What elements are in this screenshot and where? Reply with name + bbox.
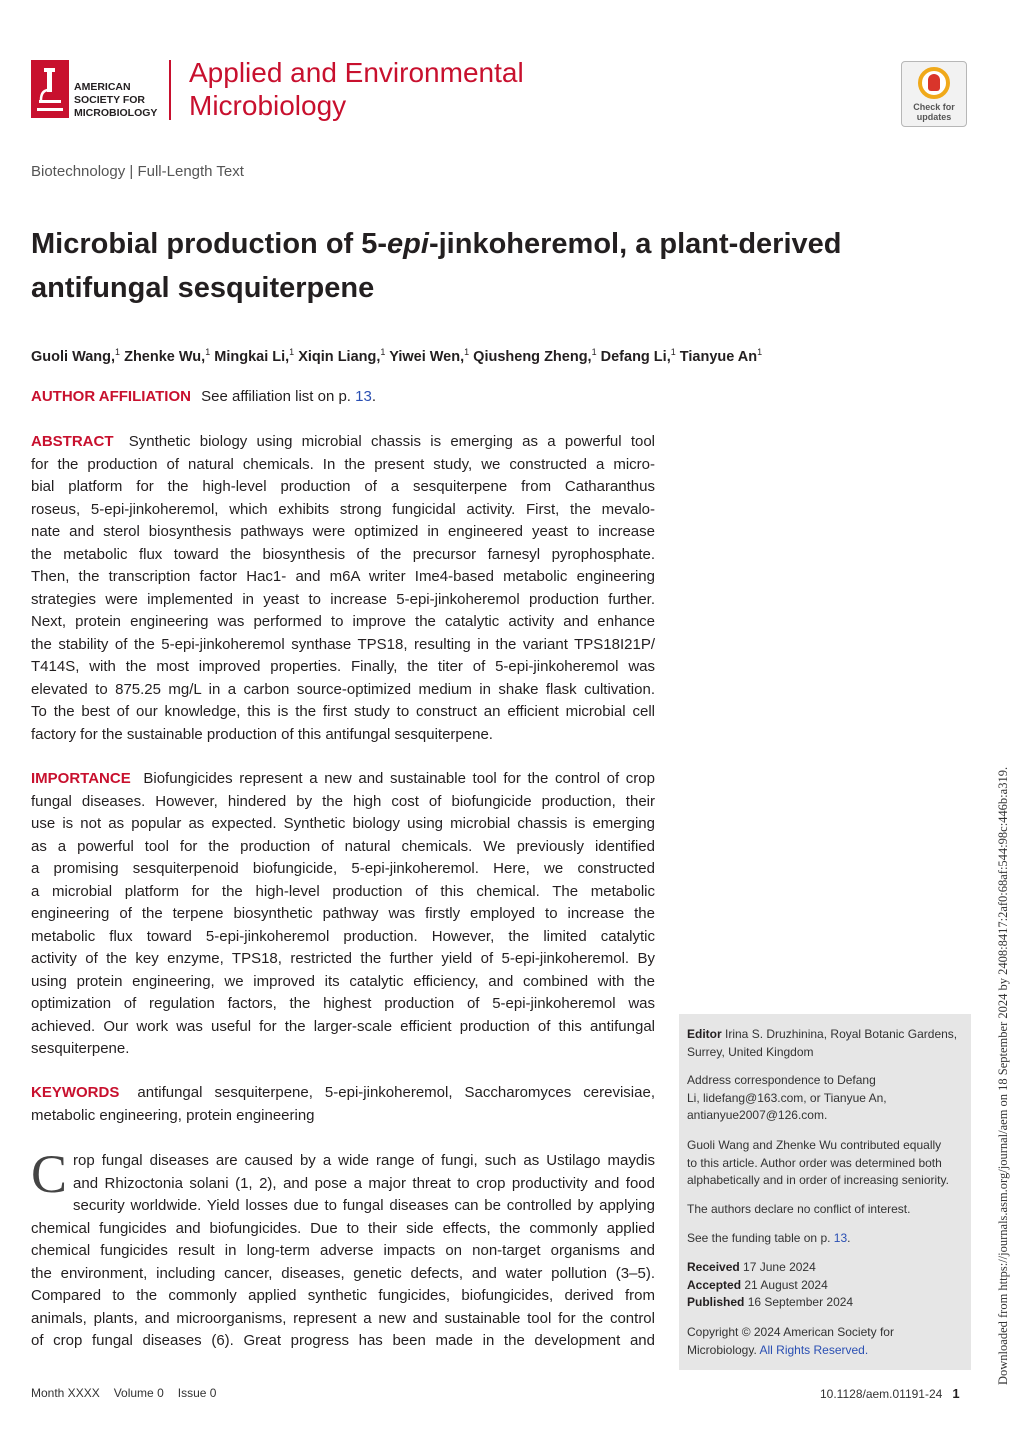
article-dates: Received 17 June 2024 Accepted 21 August 2024 Published 16 September 2024 <box>687 1260 854 1309</box>
copyright-note: Copyright © 2024 American Society for Microbiology. All Rights Reserved. <box>687 1325 894 1357</box>
editor-info: Editor Irina S. Druzhinina, Royal Botanic Gardens, Surrey, United Kingdom <box>687 1027 958 1059</box>
keywords: KEYWORDS antifungal sesquiterpene, 5-epi-jinkoheremol, Saccharomyces cerevisiae, metabolic engineering, protein engineering <box>31 1084 655 1124</box>
asm-logo <box>31 60 69 118</box>
bookmark-icon <box>918 67 950 99</box>
author[interactable]: Guoli Wang,$^1$ <box>31 347 121 365</box>
journal-title: Applied and Environmental Microbiology <box>189 57 524 121</box>
header-divider <box>169 60 171 120</box>
importance: IMPORTANCE Biofungicides represent a new and sustainable tool for the control of crop fungal diseases. However, hindered by the high cost of biofungicide production, their use is not as popular as expected. Synthetic biology using microbial chassis is emerging as a powerful tool for the production of natural chemicals. We previously identified a promising sesquiterpenoid biofungicide, 5-epi-jinkoheremol. Here, we constructed a microbial platform for the high-level production of this chemical. The metabolic engineering of the terpene biosynthetic pathway was firstly employed to increase the metabolic flux toward 5-epi-jinkoheremol production. However, the limited catalytic activity of the key enzyme, TPS18, restricted the further yield of 5-epi-jinkoheremol. By using protein engineering, we improved its catalytic efficiency, and combined with the optimization of regulation factors, the highest production of 5-epi-jinkoheremol was achieved. Our work was useful for the larger-scale efficient production of this antifungal sesquiterpene. <box>31 770 655 1057</box>
microscope-icon <box>31 60 69 118</box>
author[interactable]: Zhenke Wu,$^1$ <box>124 347 211 365</box>
issue-info: Month XXXX Volume 0 Issue 0 <box>31 1386 217 1400</box>
title-line: Microbial production of 5-epi-jinkoheremol, a plant-derived <box>31 228 842 260</box>
page-number: 1 <box>952 1386 960 1401</box>
article-section: Biotechnology | Full-Length Text <box>31 163 244 180</box>
check-for-updates-button[interactable]: Check for updates <box>901 61 967 127</box>
abstract: ABSTRACT Synthetic biology using microbial chassis is emerging as a powerful tool for the production of natural chemicals. In the present study, we constructed a micro- bial platform for the high-level production of a sesquiterpene from Catharanthus roseus, 5-epi-jinkoheremol, which exhibits strong fungicidal activity. First, the mevalo- nate and sterol biosynthesis pathways were optimized in engineered yeast to increase the metabolic flux toward the biosynthesis of the precursor farnesyl pyrophosphate. Then, the transcription factor Hac1- and m6A writer Ime4-based metabolic engineering strategies were implemented in yeast to increase 5-epi-jinkoheremol production further. Next, protein engineering was performed to improve the catalytic activity and enhance the stability of the 5-epi-jinkoheremol synthase TPS18, resulting in the variant TPS18I21P/ T414S, with the most improved properties. Finally, the titer of 5-epi-jinkoheremol was elevated to 875.25 mg/L in a carbon source-optimized medium in shake flask cultivation. To the best of our knowledge, this is the first study to construct an efficient microbial cell factory for the sustainable production of this antifungal sesquiterpene. <box>31 433 655 743</box>
doi[interactable]: 10.1128/aem.01191-24 <box>820 1387 943 1401</box>
equal-contribution-note: Guoli Wang and Zhenke Wu contributed equally to this article. Author order was determined both alphabetically and in order of increasing seniority. <box>687 1138 949 1187</box>
author[interactable]: Yiwei Wen,$^1$ <box>389 347 470 365</box>
author[interactable]: Defang Li,$^1$ <box>600 347 676 365</box>
conflict-note: The authors declare no conflict of interest. <box>687 1202 911 1216</box>
funding-note: See the funding table on p. 13. <box>687 1231 851 1245</box>
author[interactable]: Mingkai Li,$^1$ <box>214 347 295 365</box>
introduction: C rop fungal diseases are caused by a wide range of fungi, such as Ustilago maydis and Rhizoctonia solani (1, 2), and pose a major threat to crop productivity and food security worldwide. Yield losses due to fungal diseases can be controlled by applying chemical fungicides and biofungicides. Due to their side effects, the commonly applied chemical fungicides result in long-term adverse impacts on non-target organisms and the environment, including cancer, diseases, genetic defects, and water pollution (3–5). Compared to the commonly applied synthetic fungicides, biofungicides, derived from animals, plants, and microorganisms, represent a new and sustainable tool for the control of crop fungal diseases (6). Great progress has been made in the development and <box>31 1144 655 1349</box>
affiliation-page-link[interactable]: 13 <box>355 388 372 405</box>
rights-link[interactable]: All Rights Reserved. <box>759 1342 869 1357</box>
author-list <box>31 341 931 368</box>
author-affiliation: AUTHOR AFFILIATION See affiliation list on p. 13. <box>31 388 377 405</box>
funding-page-link[interactable]: 13 <box>833 1231 848 1245</box>
download-notice: Downloaded from https://journals.asm.org/journal/aem on 18 September 2024 by 2408:8417:2af0:68af:544:98c:446b:a319. <box>996 766 1010 1385</box>
article-info-sidebar <box>679 1014 971 1370</box>
drop-cap: C <box>31 1144 68 1204</box>
title-line: antifungal sesquiterpene <box>31 272 375 304</box>
article-title <box>31 222 931 310</box>
correspondence-info: Address correspondence to Defang Li, lidefang@163.com, or Tianyue An, antianyue2007@126.com. <box>687 1073 887 1122</box>
author[interactable]: Qiusheng Zheng,$^1$ <box>473 347 597 365</box>
doi-and-page <box>820 1386 960 1401</box>
society-name: AMERICAN SOCIETY FOR MICROBIOLOGY <box>74 81 158 119</box>
author[interactable]: Tianyue An$^1$ <box>679 347 763 365</box>
author[interactable]: Xiqin Liang,$^1$ <box>298 347 386 365</box>
